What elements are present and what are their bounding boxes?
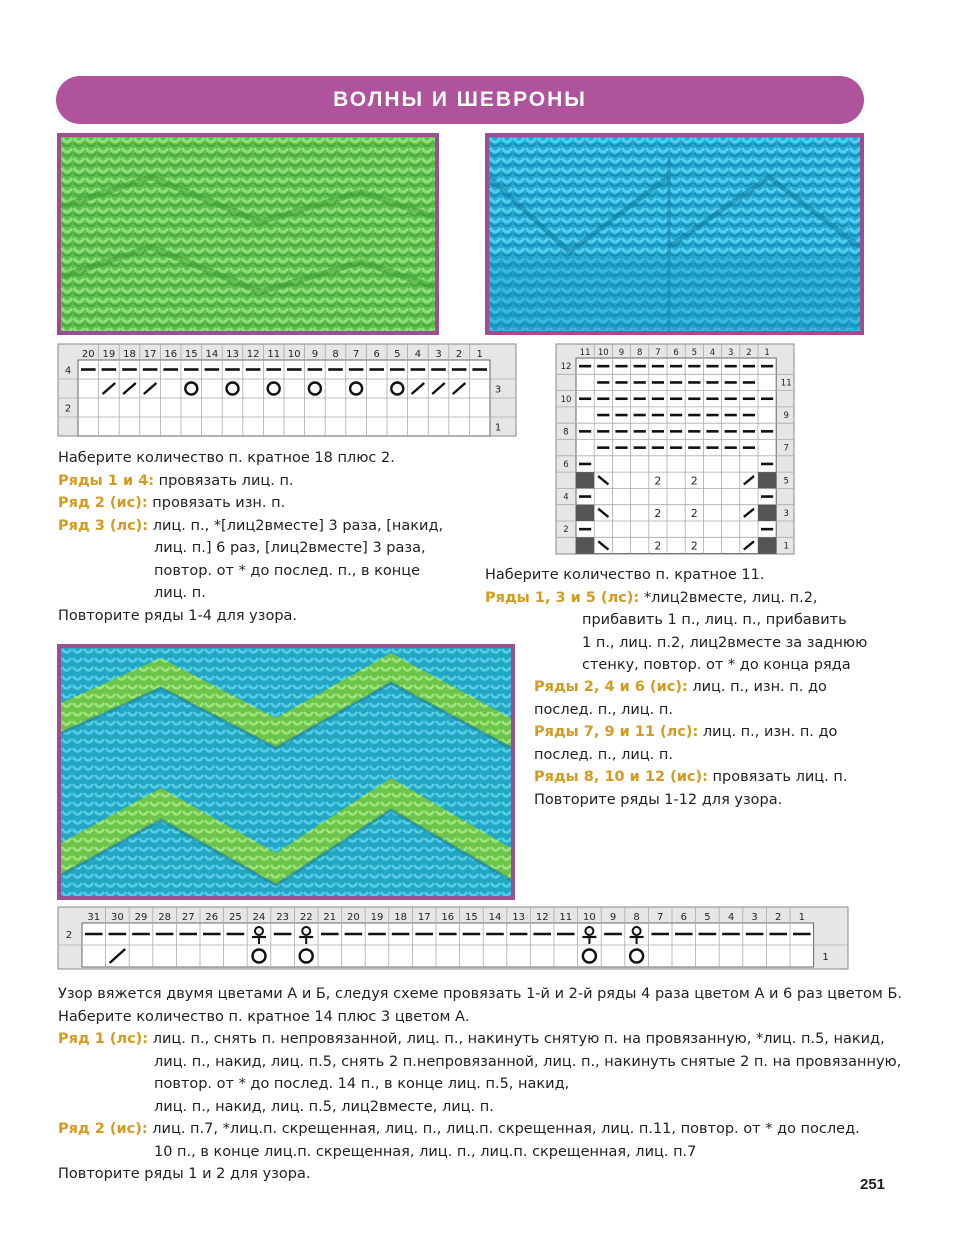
chevron-knit-swatch [57, 644, 515, 900]
column-number: 6 [673, 348, 679, 358]
column-number: 8 [636, 348, 643, 358]
chart-grid-2 [556, 344, 794, 554]
row-3-cont: повтор. от * до послед. п., в конце [154, 562, 421, 579]
column-number: 7 [657, 912, 664, 923]
pattern-3-text [58, 983, 902, 1186]
rows-7-9-11 [534, 721, 847, 744]
row-1-cont: лиц. п., накид, лиц. п.5, лиц2вместе, лиц. п. [154, 1098, 494, 1115]
column-number: 2 [455, 349, 463, 360]
column-number: 19 [102, 349, 116, 360]
column-number: 28 [158, 912, 171, 923]
column-number: 16 [441, 912, 455, 923]
rows-1-3-5 [485, 587, 867, 610]
twist-symbol: 2 [690, 474, 698, 488]
column-number: 17 [143, 349, 157, 360]
column-number: 19 [370, 912, 384, 923]
page-number: 251 [860, 1176, 886, 1193]
row-number: 1 [783, 541, 789, 552]
column-number: 18 [394, 912, 407, 923]
column-number: 18 [123, 349, 136, 360]
row-1-cont: повтор. от * до послед. 14 п., в конце лиц. п.5, накид, [154, 1076, 570, 1092]
column-number: 5 [704, 912, 711, 923]
column-number: 3 [727, 348, 734, 358]
row-number: 2 [65, 930, 73, 941]
row-number: 4 [563, 492, 569, 503]
column-number: 13 [512, 912, 525, 923]
row-number: 11 [780, 378, 792, 389]
row-label: Ряды 1, 3 и 5 (лс): [485, 589, 640, 606]
column-number: 22 [299, 912, 313, 923]
column-number: 10 [597, 348, 609, 358]
row-2 [58, 492, 443, 515]
row-text: лиц. п., снять п. непровязанной, лиц. п., накинуть снятую п. на провязанную, *лиц. п.5, накид, [152, 1031, 885, 1047]
row-text: лиц. п., изн. п. до [702, 724, 838, 740]
twist-symbol: 2 [654, 506, 662, 520]
intro-2: Наберите количество п. кратное 14 плюс 3 цветом А. [58, 1008, 470, 1025]
row-label: Ряд 3 (лс): [58, 517, 149, 534]
row-number: 3 [494, 384, 502, 396]
column-number: 10 [287, 349, 301, 360]
repeat-3: Повторите ряды 1 и 2 для узора. [58, 1166, 311, 1182]
row-1 [58, 1028, 902, 1051]
column-number: 16 [164, 349, 178, 360]
row-text: провязать изн. п. [152, 495, 286, 511]
column-number: 12 [246, 349, 260, 360]
no-stitch-cell [758, 472, 776, 488]
column-number: 14 [205, 349, 219, 360]
row-label: Ряд 2 (ис): [58, 1121, 148, 1137]
rows-1-3-5-cont: прибавить 1 п., лиц. п., прибавить [582, 612, 847, 628]
rows-7-9-11-cont: послед. п., лиц. п. [534, 746, 673, 763]
no-stitch-cell [576, 472, 594, 488]
rows-2-4-6 [534, 676, 847, 699]
column-number: 24 [252, 912, 266, 923]
green-knit-swatch [57, 133, 439, 335]
row-number: 10 [560, 394, 572, 405]
column-number: 11 [579, 348, 591, 358]
column-number: 6 [373, 349, 380, 360]
row-text: лиц. п., *[лиц2вместе] 3 раза, [накид, [152, 517, 444, 534]
row-label: Ряды 2, 4 и 6 (ис): [534, 679, 688, 695]
column-number: 29 [134, 912, 148, 923]
row-text: провязать лиц. п. [712, 769, 848, 785]
column-number: 12 [535, 912, 549, 923]
column-number: 5 [394, 349, 401, 360]
column-number: 7 [352, 349, 360, 360]
row-number: 5 [783, 476, 789, 487]
column-number: 21 [323, 912, 337, 923]
pattern-2-text [485, 564, 867, 677]
repeat-1: Повторите ряды 1-4 для узора. [58, 607, 298, 624]
column-number: 4 [709, 348, 716, 358]
row-text: лиц. п., изн. п. до [692, 679, 827, 695]
row-label: Ряды 1 и 4: [58, 472, 155, 489]
row-label: Ряды 8, 10 и 12 (ис): [534, 769, 708, 785]
no-stitch-cell [576, 505, 594, 521]
row-3-cont: лиц. п. [154, 585, 206, 601]
twist-symbol: 2 [690, 506, 698, 520]
section-banner [56, 76, 864, 124]
row-number: 1 [822, 952, 829, 963]
row-number: 8 [563, 427, 569, 438]
row-3-cont: лиц. п.] 6 раз, [лиц2вместе] 3 раза, [154, 540, 426, 556]
row-label: Ряд 1 (лс): [58, 1031, 149, 1047]
column-number: 3 [435, 349, 442, 360]
row-text: провязать лиц. п. [158, 472, 294, 489]
column-number: 15 [465, 912, 478, 923]
row-number: 6 [563, 459, 569, 470]
column-number: 8 [332, 349, 339, 360]
column-number: 26 [205, 912, 219, 923]
pattern-1-text [58, 447, 443, 627]
column-number: 9 [609, 912, 617, 923]
column-number: 8 [633, 912, 640, 923]
column-number: 23 [276, 912, 289, 923]
column-number: 9 [311, 349, 319, 360]
column-number: 10 [583, 912, 596, 923]
row-number: 7 [783, 443, 789, 454]
column-number: 14 [488, 912, 502, 923]
twist-symbol: 2 [654, 539, 662, 553]
row-3 [58, 515, 443, 538]
column-number: 2 [775, 912, 782, 923]
row-1-cont: лиц. п., накид, лиц. п.5, снять 2 п.непровязанной, лиц. п., накинуть снятые 2 п. на провязанную, [154, 1053, 902, 1070]
column-number: 11 [267, 349, 281, 360]
rows-1-3-5-cont: стенку, повтор. от * до конца ряда [582, 657, 851, 673]
row-2-cont: 10 п., в конце лиц.п. скрещенная, лиц. п., лиц.п. скрещенная, лиц. п.7 [154, 1143, 697, 1160]
twist-symbol: 2 [690, 539, 698, 553]
intro-1: Узор вяжется двумя цветами А и Б, следуя схеме провязать 1-й и 2-й ряды 4 раза цветом А и 6 раз цветом Б. [58, 986, 903, 1002]
chart-pattern-3 [58, 907, 848, 969]
row-label: Ряд 2 (ис): [58, 495, 148, 511]
column-number: 1 [764, 348, 770, 358]
column-number: 20 [81, 349, 95, 360]
column-number: 30 [111, 912, 124, 923]
row-text: *лиц2вместе, лиц. п.2, [643, 589, 818, 606]
section-title: ВОЛНЫ И ШЕВРОНЫ [333, 88, 587, 111]
column-number: 2 [746, 348, 752, 358]
green-knit-photo [61, 137, 435, 331]
column-number: 11 [559, 912, 573, 923]
column-number: 4 [414, 349, 422, 360]
row-label: Ряды 7, 9 и 11 (лс): [534, 724, 699, 740]
column-number: 5 [691, 348, 698, 358]
no-stitch-cell [758, 505, 776, 521]
repeat-2: Повторите ряды 1-12 для узора. [534, 791, 783, 808]
blue-knit-swatch [485, 133, 864, 335]
column-number: 27 [181, 912, 195, 923]
row-number: 3 [783, 508, 789, 519]
rows-8-10-12 [534, 766, 847, 789]
row-number: 2 [563, 525, 569, 536]
row-number: 12 [560, 362, 572, 373]
blue-knit-photo [489, 137, 860, 331]
column-number: 13 [226, 349, 239, 360]
no-stitch-cell [576, 537, 594, 553]
column-number: 1 [476, 349, 483, 360]
chart-pattern-2 [556, 344, 794, 554]
column-number: 31 [87, 912, 101, 923]
column-number: 15 [184, 349, 198, 360]
row-number: 2 [64, 403, 72, 415]
row-2 [58, 1118, 902, 1141]
rows-1-3-5-cont: 1 п., лиц. п.2, лиц2вместе за заднюю [582, 634, 868, 651]
no-stitch-cell [758, 537, 776, 553]
twist-symbol: 2 [654, 474, 662, 488]
column-number: 6 [680, 912, 687, 923]
rows-2-4-6-cont: послед. п., лиц. п. [534, 701, 673, 718]
cast-on-2: Наберите количество п. кратное 11. [485, 567, 765, 583]
row-number: 4 [64, 365, 72, 377]
row-text: лиц. п.7, *лиц.п. скрещенная, лиц. п., лиц.п. скрещенная, лиц. п.11, повтор. от * до послед. [152, 1121, 860, 1137]
cast-on-1: Наберите количество п. кратное 18 плюс 2. [58, 450, 395, 466]
chart-grid-1 [58, 344, 516, 436]
column-number: 9 [618, 348, 625, 358]
chart-pattern-1 [58, 344, 516, 436]
chevron-knit-photo [61, 648, 511, 896]
column-number: 4 [727, 912, 735, 923]
row-1-4 [58, 470, 443, 493]
column-number: 25 [229, 912, 242, 923]
row-number: 9 [783, 411, 789, 422]
column-number: 7 [655, 348, 661, 358]
column-number: 20 [347, 912, 360, 923]
column-number: 3 [751, 912, 758, 923]
pattern-2-text-b [534, 676, 847, 811]
column-number: 17 [417, 912, 431, 923]
row-number: 1 [494, 422, 502, 434]
chart-grid-3 [58, 907, 848, 969]
column-number: 1 [798, 912, 805, 923]
